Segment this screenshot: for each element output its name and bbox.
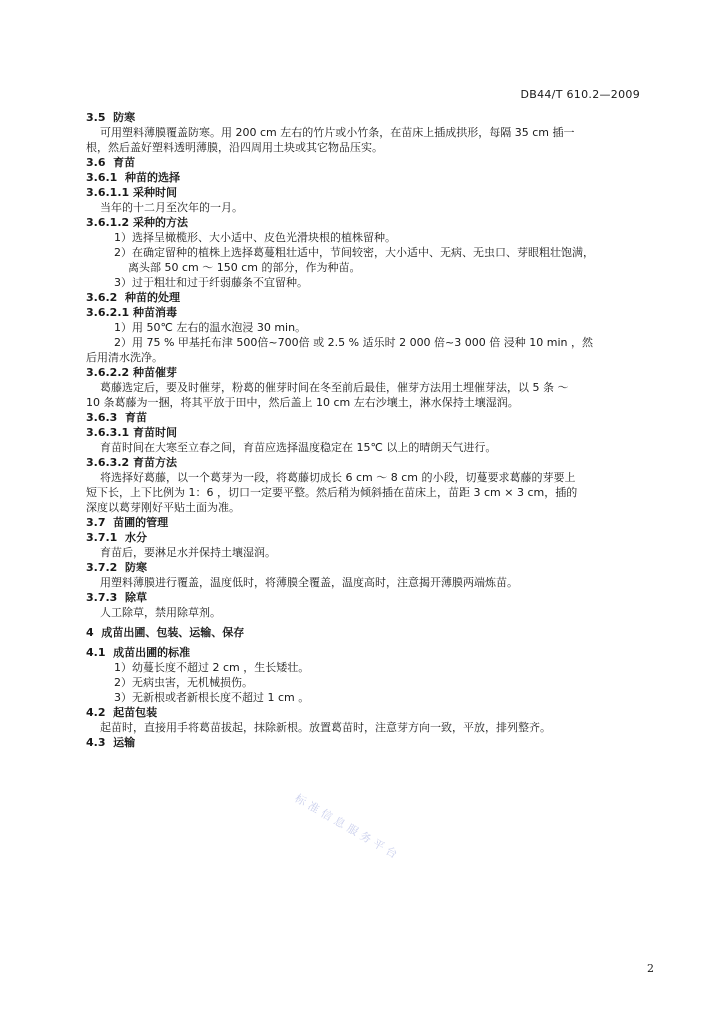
section-heading: 3.6.3.2 育苗方法 <box>86 456 177 469</box>
text-line: 可用塑料薄膜覆盖防寒。用 200 cm 左右的竹片或小竹条，在苗床上插成拱形，每隔 35 cm 插一 <box>86 126 575 139</box>
text-line: 人工除草，禁用除草剂。 <box>86 606 221 619</box>
section-heading: 3.5 防寒 <box>86 111 136 124</box>
text-line: 2）无病虫害，无机械损伤。 <box>114 676 253 689</box>
text-line: 10 条葛藤为一捆，将其平放于田中，然后盖上 10 cm 左右沙壤土，淋水保持土壤湿润。 <box>86 396 519 409</box>
section-heading: 3.6.3 育苗 <box>86 411 147 424</box>
section-heading: 3.6.1.1 采种时间 <box>86 186 177 199</box>
text-line: 3）无新根或者新根长度不超过 1 cm 。 <box>114 691 310 704</box>
section-heading: 4 成苗出圃、包装、运输、保存 <box>86 626 245 639</box>
section-heading: 3.7 苗圃的管理 <box>86 516 169 529</box>
text-line: 育苗后，要淋足水并保持土壤湿润。 <box>86 546 276 559</box>
document-body <box>86 110 658 750</box>
section-heading: 3.6.1.2 采种的方法 <box>86 216 188 229</box>
text-line: 1）幼蔓长度不超过 2 cm ，生长矮壮。 <box>114 661 310 674</box>
text-line: 1）用 50℃ 左右的温水泡浸 30 min。 <box>114 321 307 334</box>
section-heading: 3.6.3.1 育苗时间 <box>86 426 177 439</box>
section-heading: 3.7.3 除草 <box>86 591 147 604</box>
text-line: 1）选择呈橄榄形、大小适中、皮色光滑块根的植株留种。 <box>114 231 396 244</box>
section-heading: 3.7.2 防寒 <box>86 561 147 574</box>
text-line: 2）用 75 % 甲基托布津 500倍~700倍 或 2.5 % 适乐时 2 000 倍~3 000 倍 浸种 10 min ，然 <box>114 336 593 349</box>
section-heading: 4.2 起苗包装 <box>86 706 158 719</box>
text-line: 离头部 50 cm ～ 150 cm 的部分，作为种苗。 <box>128 261 361 274</box>
text-line: 当年的十二月至次年的一月。 <box>86 201 243 214</box>
section-heading: 3.6.2.2 种苗催芽 <box>86 366 177 379</box>
text-line: 后用清水洗净。 <box>86 351 163 364</box>
section-heading: 4.1 成苗出圃的标准 <box>86 646 191 659</box>
section-heading: 3.7.1 水分 <box>86 531 147 544</box>
watermark: 标准信息服务平台 <box>292 791 403 863</box>
document-id-header: DB44/T 610.2—2009 <box>520 88 640 101</box>
text-line: 葛藤选定后，要及时催芽，粉葛的催芽时间在冬至前后最佳，催芽方法用土埋催芽法，以 5 条 ～ <box>86 381 569 394</box>
text-line: 2）在确定留种的植株上选择葛蔓粗壮适中，节间较密，大小适中、无病、无虫口、芽眼粗壮饱满， <box>114 246 594 259</box>
text-line: 3）过于粗壮和过于纤弱藤条不宜留种。 <box>114 276 308 289</box>
page-number: 2 <box>647 962 654 975</box>
text-line: 短下长，上下比例为 1：6 ，切口一定要平整。然后稍为倾斜插在苗床上，苗距 3 cm × 3 cm，插的 <box>86 486 578 499</box>
text-line: 育苗时间在大寒至立春之间，育苗应选择温度稳定在 15℃ 以上的晴朗天气进行。 <box>86 441 497 454</box>
section-heading: 3.6.2 种苗的处理 <box>86 291 180 304</box>
section-heading: 4.3 运输 <box>86 736 136 749</box>
text-line: 将选择好葛藤，以一个葛芽为一段，将葛藤切成长 6 cm ～ 8 cm 的小段，切蔓要求葛藤的芽要上 <box>86 471 576 484</box>
section-heading: 3.6.1 种苗的选择 <box>86 171 180 184</box>
text-line: 深度以葛芽刚好平贴土面为准。 <box>86 501 240 514</box>
text-line: 用塑料薄膜进行覆盖，温度低时，将薄膜全覆盖，温度高时，注意揭开薄膜两端炼苗。 <box>86 576 518 589</box>
section-heading: 3.6 育苗 <box>86 156 136 169</box>
text-line: 起苗时，直接用手将葛苗拔起，抹除新根。放置葛苗时，注意芽方向一致，平放，排列整齐。 <box>86 721 551 734</box>
section-heading: 3.6.2.1 种苗消毒 <box>86 306 177 319</box>
text-line: 根，然后盖好塑料透明薄膜，沿四周用土块或其它物品压实。 <box>86 141 383 154</box>
